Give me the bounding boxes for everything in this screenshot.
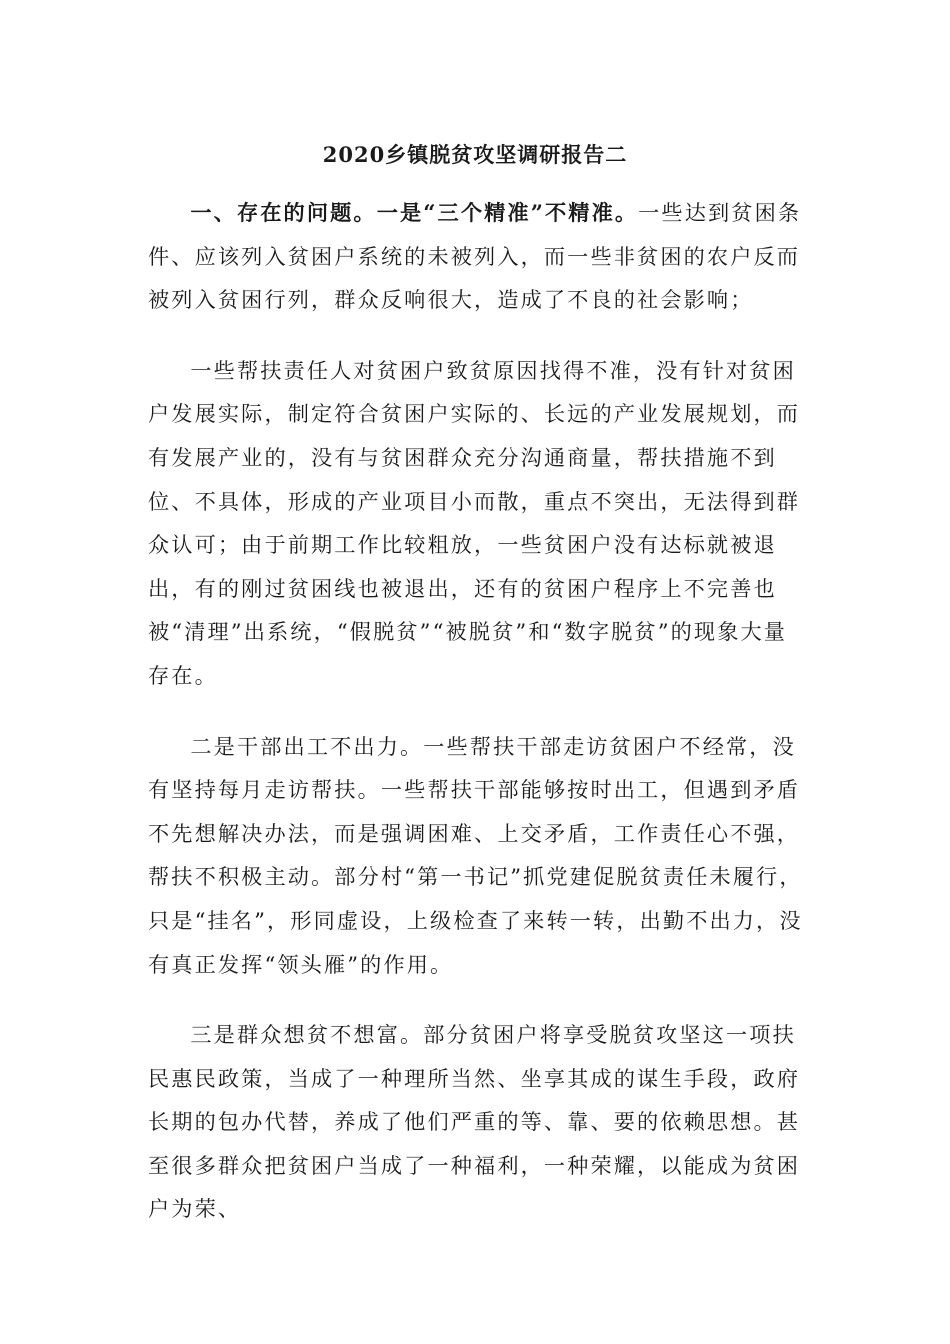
paragraph-1 [148,191,806,322]
paragraph-1-text: 一些达到贫困条件、应该列入贫困户系统的未被列入，而一些非贫困的农户反而被列入贫困行列，群众反响很大，造成了不良的社会影响； [148,200,802,313]
document-title: 2020乡镇脱贫攻坚调研报告二 [322,142,628,167]
document-body [148,191,806,1258]
paragraph-3 [148,725,806,987]
paragraph-4 [148,1013,806,1231]
paragraph-4-text: 三是群众想贫不想富。部分贫困户将享受脱贫攻坚这一项扶民惠民政策，当成了一种理所当然、坐享其成的谋生手段，政府长期的包办代替，养成了他们严重的等、靠、要的依赖思想。甚至很多群众把贫困户当成了一种福利，一种荣耀，以能成为贫困户为荣、 [148,1022,801,1222]
paragraph-2 [148,349,806,698]
paragraph-3-text: 二是干部出工不出力。一些帮扶干部走访贫困户不经常，没有坚持每月走访帮扶。一些帮扶干部能够按时出工，但遇到矛盾不先想解决办法，而是强调困难、上交矛盾，工作责任心不强，帮扶不积极主动。部分村“第一书记”抓党建促脱贫责任未履行，只是“挂名”，形同虚设，上级检查了来转一转，出勤不出力，没有真正发挥“领头雁”的作用。 [148,733,803,977]
paragraph-2-text: 一些帮扶责任人对贫困户致贫原因找得不准，没有针对贫困户发展实际，制定符合贫困户实际的、长远的产业发展规划，而有发展产业的，没有与贫困群众充分沟通商量，帮扶措施不到位、不具体，形成的产业项目小而散，重点不突出，无法得到群众认可；由于前期工作比较粗放，一些贫困户没有达标就被退出，有的刚过贫困线也被退出，还有的贫困户程序上不完善也被“清理”出系统，“假脱贫”“被脱贫”和“数字脱贫”的现象大量存在。 [148,357,801,688]
paragraph-1-heading: 一、存在的问题。一是“三个精准”不精准。 [190,200,639,225]
